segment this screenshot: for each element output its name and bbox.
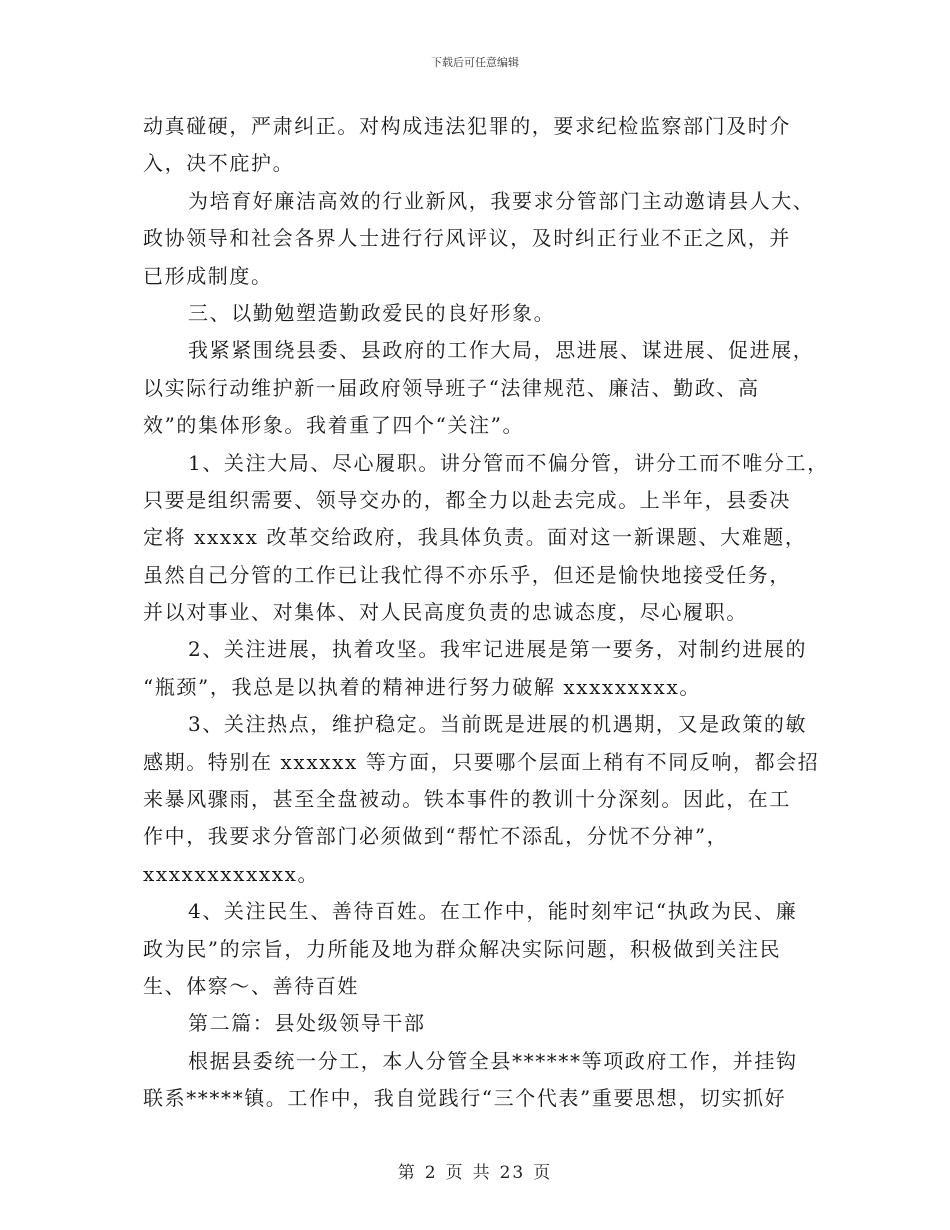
page-footer — [0, 1158, 950, 1183]
text-line: 1、关注大局、尽心履职。讲分管而不偏分管，讲分工而不唯分工， — [188, 450, 829, 475]
text-line: 政为民”的宗旨，力所能及地为群众解决实际问题，积极做到关注民 — [143, 936, 782, 961]
text-line: 三、以勤勉塑造勤政爱民的良好形象。 — [188, 300, 556, 325]
text-line: 感期。特别在 xxxxxx 等方面，只要哪个层面上稍有不同反响，都会招 — [143, 749, 820, 774]
text-line: 以实际行动维护新一届政府领导班子“法律规范、廉洁、勤政、高 — [143, 375, 760, 400]
footer-total-label: 共 — [472, 1163, 492, 1183]
text-line: 虽然自己分管的工作已让我忙得不亦乐乎，但还是愉快地接受任务， — [143, 562, 791, 587]
text-line: “瓶颈”，我总是以执着的精神进行努力破解 xxxxxxxxx。 — [143, 674, 701, 699]
text-line: xxxxxxxxxxxx。 — [143, 861, 320, 886]
page-header: 下载后可任意编辑 — [431, 56, 519, 69]
footer-suffix: 页 — [533, 1163, 553, 1183]
text-line: 已形成制度。 — [143, 263, 273, 288]
text-line: 联系*****镇。工作中，我自觉践行“三个代表”重要思想，切实抓好 — [143, 1086, 787, 1111]
text-line: 政协领导和社会各界人士进行行风评议，及时纠正行业不正之风，并 — [143, 226, 791, 251]
text-line: 入，决不庇护。 — [143, 151, 295, 176]
text-line: 并以对事业、对集体、对人民高度负责的忠诚态度，尽心履职。 — [143, 600, 748, 625]
footer-mid: 页 — [445, 1163, 465, 1183]
text-line: 来暴风骤雨，甚至全盘被动。铁本事件的教训十分深刻。因此，在工 — [143, 787, 791, 812]
text-line: 3、关注热点，维护稳定。当前既是进展的机遇期，又是政策的敏 — [188, 712, 808, 737]
text-line: 效”的集体形象。我着重了四个“关注”。 — [143, 413, 525, 438]
text-line: 我紧紧围绕县委、县政府的工作大局，思进展、谋进展、促进展， — [188, 338, 815, 363]
text-line: 4、关注民生、善待百姓。在工作中，能时刻牢记“执政为民、廉 — [188, 899, 798, 924]
footer-prefix: 第 — [397, 1163, 417, 1183]
text-line: 根据县委统一分工，本人分管全县******等项政府工作，并挂钩 — [188, 1048, 798, 1073]
footer-current-page: 2 — [424, 1163, 438, 1183]
text-line: 动真碰硬，严肃纠正。对构成违法犯罪的，要求纪检监察部门及时介 — [143, 114, 791, 138]
text-line: 作中，我要求分管部门必须做到“帮忙不添乱，分忧不分神”， — [143, 824, 729, 849]
footer-total-pages: 23 — [499, 1163, 526, 1183]
text-line: 只要是组织需要、领导交办的，都全力以赴去完成。上半年，县委决 — [143, 487, 791, 512]
text-line: 生、体察～、善待百姓 — [143, 973, 359, 998]
text-line: 2、关注进展，执着攻坚。我牢记进展是第一要务，对制约进展的 — [188, 637, 808, 662]
text-line: 定将 xxxxx 改革交给政府，我具体负责。面对这一新课题、大难题， — [143, 525, 807, 550]
text-line: 为培育好廉洁高效的行业新风，我要求分管部门主动邀请县人大、 — [188, 188, 815, 213]
text-line: 第二篇：县处级领导干部 — [188, 1011, 426, 1036]
document-body — [143, 108, 829, 1118]
